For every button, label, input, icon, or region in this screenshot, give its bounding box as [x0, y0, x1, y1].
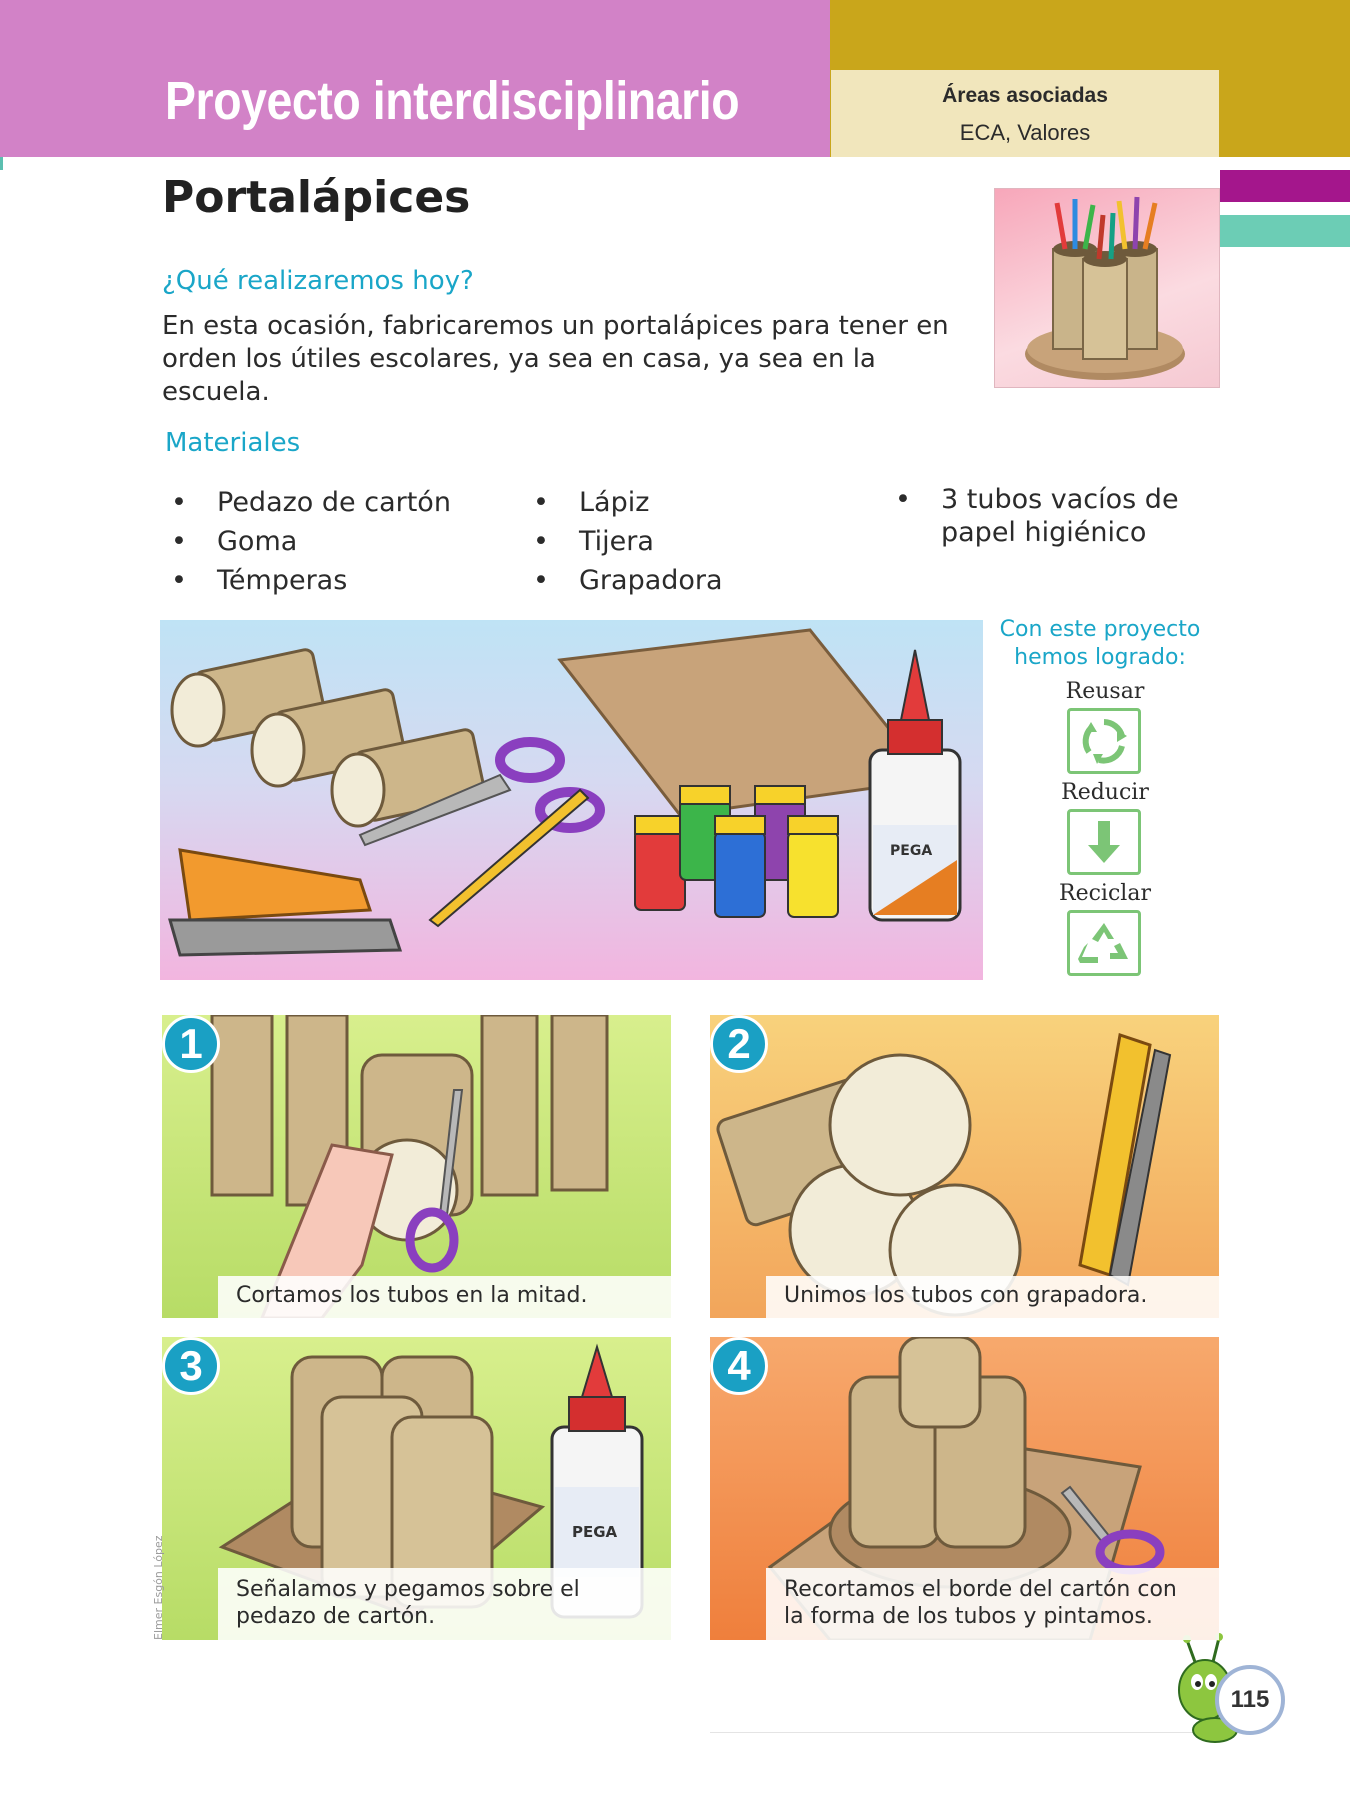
- pencil-holder-photo: [994, 188, 1220, 388]
- step-number: 1: [162, 1015, 220, 1073]
- magenta-stripe: [1220, 170, 1350, 202]
- achievement-label-recycle: Reciclar: [1059, 881, 1151, 906]
- page-title: Portalápices: [162, 172, 471, 223]
- glue-label: PEGA: [890, 843, 933, 859]
- step-4-panel: [710, 1337, 1219, 1640]
- illustrator-credit: Elmer Esgón López: [152, 1535, 165, 1640]
- step-1-panel: [162, 1015, 671, 1318]
- materials-heading: Materiales: [165, 428, 301, 458]
- list-item: • Pedazo de cartón: [165, 483, 451, 522]
- list-item: • Tijera: [527, 522, 723, 561]
- recycling-symbol-icon: [1067, 910, 1141, 976]
- areas-box: [831, 70, 1219, 157]
- intro-question: ¿Qué realizaremos hoy?: [162, 266, 474, 296]
- materials-list-2: [527, 483, 723, 600]
- list-item: • Témperas: [165, 561, 451, 600]
- achievements-lead: Con este proyecto hemos logrado:: [999, 617, 1201, 670]
- achievement-label-reuse: Reusar: [1065, 679, 1145, 704]
- areas-value: ECA, Valores: [959, 120, 1091, 145]
- areas-label: Áreas asociadas: [942, 84, 1108, 107]
- step-2-panel: [710, 1015, 1219, 1318]
- list-item: • 3 tubos vacíos de papel higiénico: [889, 483, 1219, 549]
- step-number: 4: [710, 1337, 768, 1395]
- footer-line: [710, 1732, 1220, 1733]
- glue-label: PEGA: [572, 1523, 618, 1541]
- materials-illustration: [160, 620, 983, 980]
- step-caption: Cortamos los tubos en la mitad.: [218, 1276, 671, 1318]
- intro-text: En esta ocasión, fabricaremos un portalápices para tener en orden los útiles escolares, ya sea en casa, ya sea en la escuela.: [162, 311, 949, 407]
- list-item: • Lápiz: [527, 483, 723, 522]
- list-item: • Grapadora: [527, 561, 723, 600]
- list-item: • Goma: [165, 522, 451, 561]
- step-number: 2: [710, 1015, 768, 1073]
- down-arrow-icon: [1067, 809, 1141, 875]
- step-caption: Señalamos y pegamos sobre el pedazo de cartón.: [218, 1568, 671, 1640]
- achievement-label-reduce: Reducir: [1061, 780, 1149, 805]
- step-caption: Recortamos el borde del cartón con la forma de los tubos y pintamos.: [766, 1568, 1219, 1640]
- materials-list-3: [889, 483, 1219, 549]
- page-number-badge: [1215, 1665, 1285, 1735]
- teal-stripe: [1220, 215, 1350, 247]
- step-number: 3: [162, 1337, 220, 1395]
- step-caption: Unimos los tubos con grapadora.: [766, 1276, 1219, 1318]
- header-title: Proyecto interdisciplinario: [165, 71, 740, 131]
- recycle-arrows-icon: [1067, 708, 1141, 774]
- step-3-panel: [162, 1337, 671, 1640]
- materials-list-1: [165, 483, 451, 600]
- page-number: 115: [1230, 1686, 1270, 1713]
